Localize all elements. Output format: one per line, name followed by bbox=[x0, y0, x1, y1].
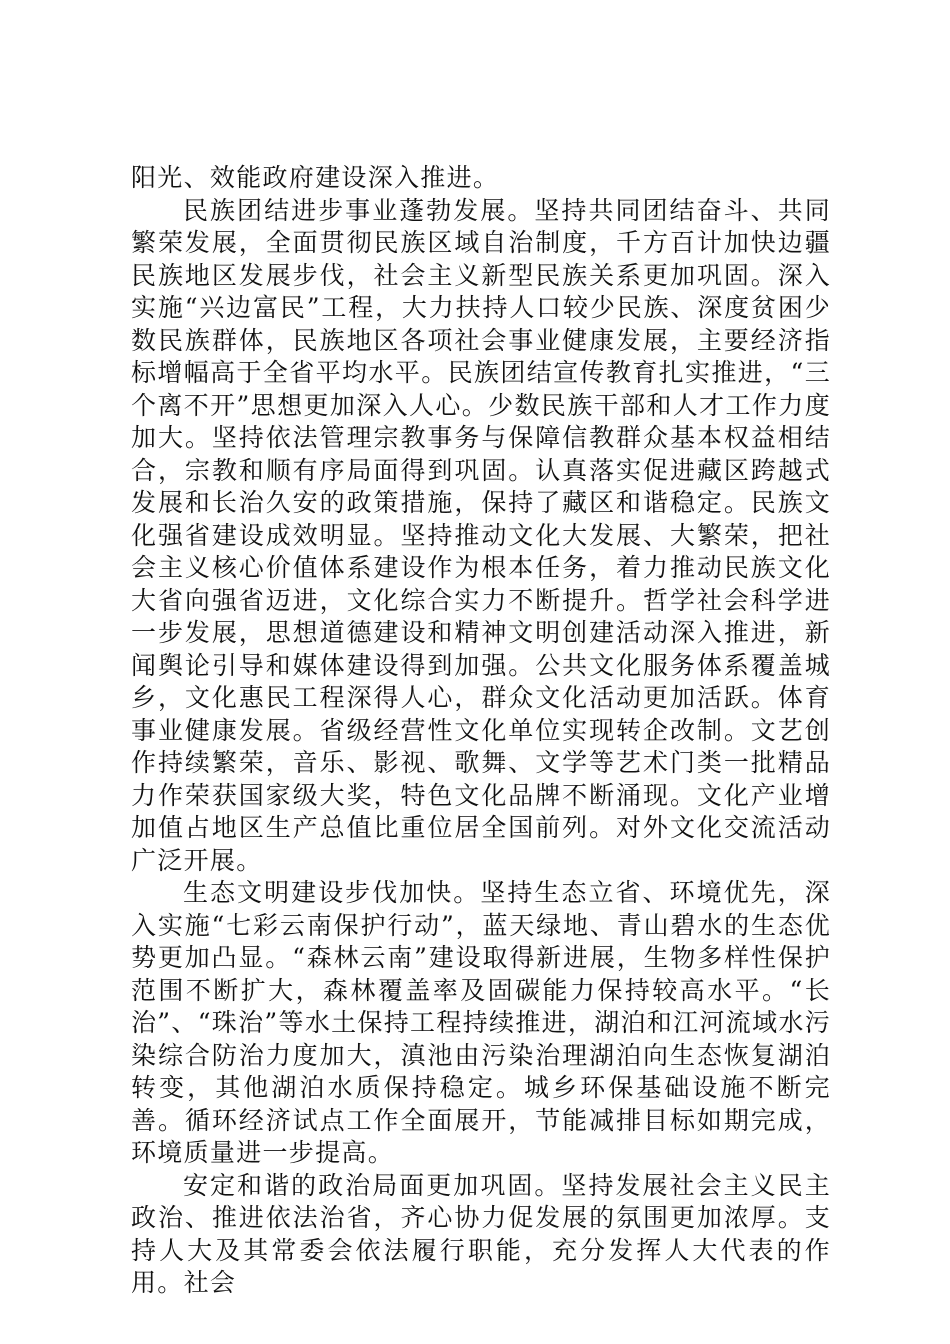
paragraph-ethnic-unity: 民族团结进步事业蓬勃发展。坚持共同团结奋斗、共同繁荣发展，全面贯彻民族区域自治制度，千方百计加快边疆民族地区发展步伐，社会主义新型民族关系更加巩固。深入实施“兴边富民”工程，大力扶持人口较少民族、深度贫困少数民族群体，民族地区各项社会事业健康发展，主要经济指标增幅高于全省平均水平。民族团结宣传教育扎实推进，“三个离不开”思想更加深入人心。少数民族干部和人才工作力度加大。坚持依法管理宗教事务与保障信教群众基本权益相结合，宗教和顺有序局面得到巩固。认真落实促进藏区跨越式发展和长治久安的政策措施，保持了藏区和谐稳定。民族文化强省建设成效明显。坚持推动文化大发展、大繁荣，把社会主义核心价值体系建设作为根本任务，着力推动民族文化大省向强省迈进，文化综合实力不断提升。哲学社会科学进一步发展，思想道德建设和精神文明创建活动深入推进，新闻舆论引导和媒体建设得到加强。公共文化服务体系覆盖城乡，文化惠民工程深得人心，群众文化活动更加活跃。体育事业健康发展。省级经营性文化单位实现转企改制。文艺创作持续繁荣，音乐、影视、歌舞、文学等艺术门类一批精品力作荣获国家级大奖，特色文化品牌不断涌现。文化产业增加值占地区生产总值比重位居全国前列。对外文化交流活动广泛开展。 bbox=[131, 195, 831, 875]
paragraph-ecological-civilization: 生态文明建设步伐加快。坚持生态立省、环境优先，深入实施“七彩云南保护行动”，蓝天绿地、青山碧水的生态优势更加凸显。“森林云南”建设取得新进展，生物多样性保护范围不断扩大，森林覆盖率及固碳能力保持较高水平。“长治”、“珠治”等水土保持工程持续推进，湖泊和江河流域水污染综合防治力度加大，滇池由污染治理湖泊向生态恢复湖泊转变，其他湖泊水质保持稳定。城乡环保基础设施不断完善。循环经济试点工作全面展开，节能减排目标如期完成，环境质量进一步提高。 bbox=[131, 878, 831, 1167]
paragraph-continuation: 阳光、效能政府建设深入推进。 bbox=[131, 163, 500, 192]
document-body bbox=[131, 162, 831, 1300]
paragraph-political-stability: 安定和谐的政治局面更加巩固。坚持发展社会主义民主政治、推进依法治省，齐心协力促发展的氛围更加浓厚。支持人大及其常委会依法履行职能，充分发挥人大代表的作用。社会 bbox=[131, 1170, 831, 1297]
